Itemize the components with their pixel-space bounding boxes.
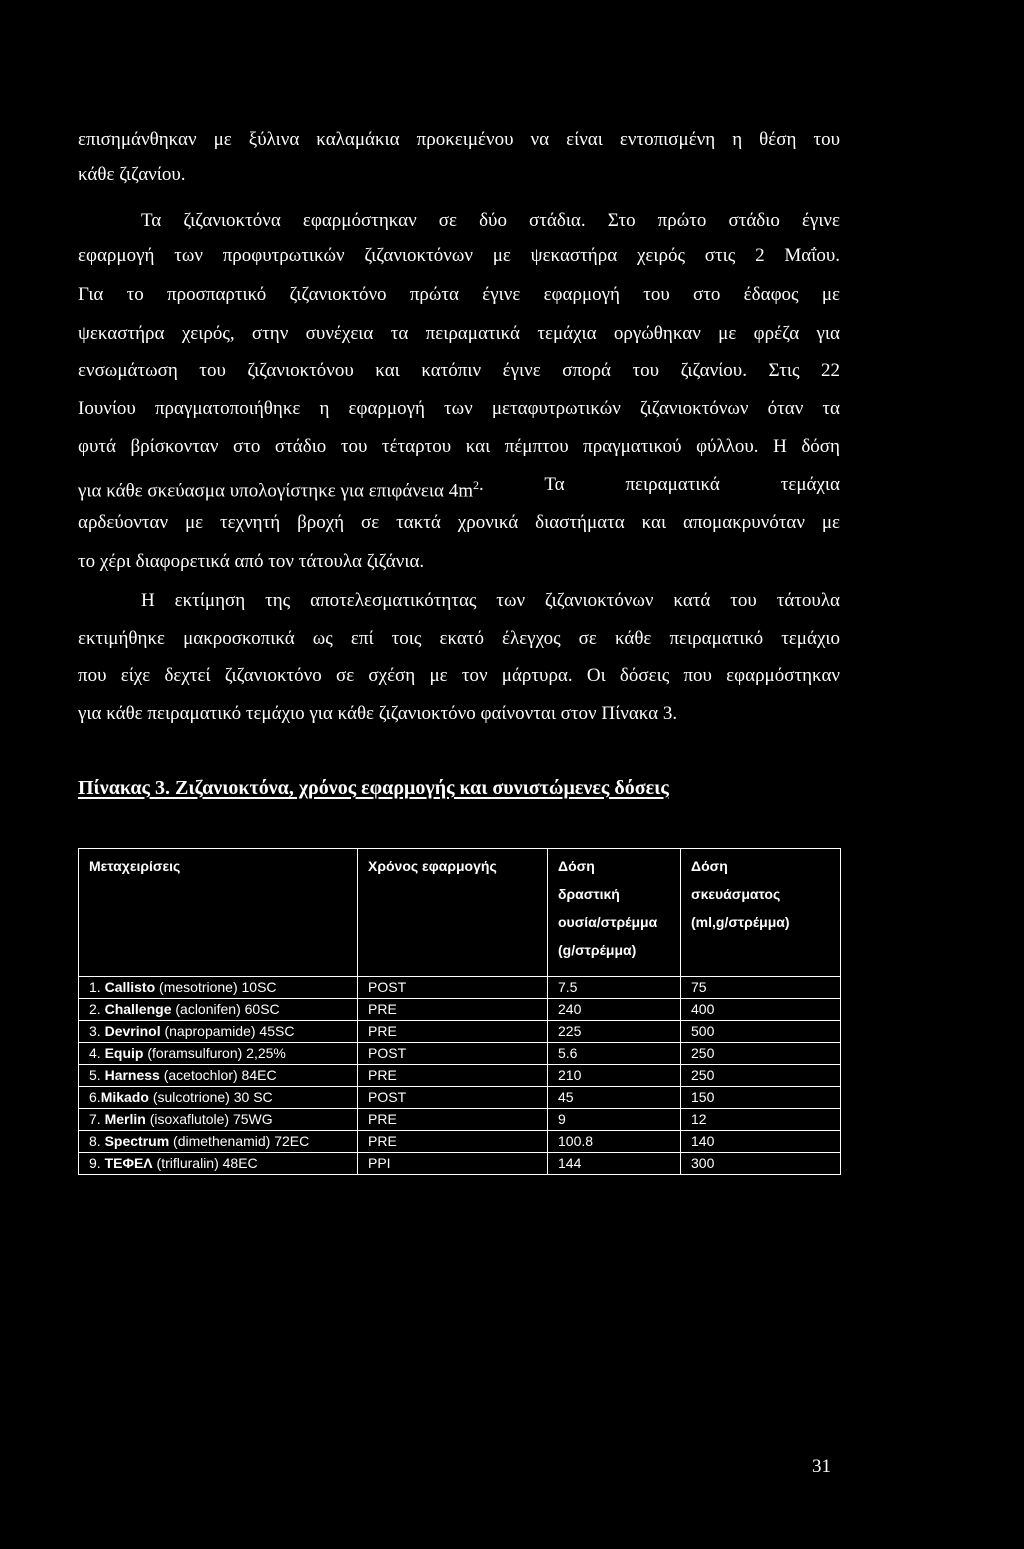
cell-treatment [79,977,358,999]
cell-treatment [79,1065,358,1087]
header-label: δραστική [558,886,620,902]
cell-dose_ai: 240 [558,1001,582,1017]
cell-dose-ai [548,1131,681,1153]
cell-rest: (trifluralin) 48EC [156,1155,258,1171]
header-label: (ml,g/στρέμμα) [691,914,790,930]
cell-treatment [79,1021,358,1043]
cell-treatment [79,1043,358,1065]
cell-dose-ai [548,1109,681,1131]
header-application-time [358,849,548,977]
text-line: ψεκαστήρα χειρός, στην συνέχεια τα πειραματικά τεμάχια οργώθηκαν με φρέζα για [78,323,840,344]
table-row [79,1153,841,1175]
cell-rest: (aclonifen) 60SC [175,1001,280,1017]
header-label: ουσία/στρέμμα [558,914,658,930]
cell-dose-ai [548,977,681,999]
cell-name: ΤΕΦΕΛ [104,1155,153,1171]
table-row [79,1087,841,1109]
cell-num: 1. [89,979,101,995]
cell-dose-product [681,1109,841,1131]
cell-treatment [79,999,358,1021]
cell-time: PRE [368,1067,397,1083]
cell-dose_ai: 225 [558,1023,582,1039]
cell-num: 5. [89,1067,101,1083]
cell-time: PRE [368,1111,397,1127]
cell-time: PPI [368,1155,391,1171]
cell-dose_product: 250 [691,1045,715,1061]
cell-dose_ai: 100.8 [558,1133,594,1149]
cell-treatment [79,1087,358,1109]
table-row [79,1021,841,1043]
text-line: εφαρμογή των προφυτρωτικών ζιζανιοκτόνων με ψεκαστήρα χειρός στις 2 Μαΐου. [78,245,840,266]
cell-dose-ai [548,1065,681,1087]
table-row [79,1109,841,1131]
cell-time [358,1043,548,1065]
cell-time [358,1131,548,1153]
cell-rest: (acetochlor) 84EC [163,1067,277,1083]
cell-name: Harness [104,1067,160,1083]
cell-dose-ai [548,1043,681,1065]
table-caption [78,777,669,800]
cell-time: POST [368,1045,407,1061]
text-line: που είχε δεχτεί ζιζανιοκτόνο σε σχέση με τον μάρτυρα. Οι δόσεις που εφαρμόστηκαν [78,665,840,686]
text-line: εκτιμήθηκε μακροσκοπικά ως επί τοις εκατό έλεγχος σε κάθε πειραματικό τεμάχιο [78,628,840,649]
cell-dose_ai: 144 [558,1155,582,1171]
cell-dose-product [681,977,841,999]
cell-dose-product [681,1043,841,1065]
cell-treatment [79,1109,358,1131]
cell-time: PRE [368,1001,397,1017]
header-label: (g/στρέμμα) [558,942,637,958]
text-line: Η εκτίμηση της αποτελεσματικότητας των ζιζανιοκτόνων κατά του τάτουλα [141,590,840,611]
cell-dose-ai [548,999,681,1021]
cell-num: 8. [89,1133,101,1149]
cell-dose-ai [548,1087,681,1109]
text-line: επισημάνθηκαν με ξύλινα καλαμάκια προκειμένου να είναι εντοπισμένη η θέση του [78,129,840,150]
table-header-row [79,849,841,977]
cell-dose-ai [548,1021,681,1043]
cell-time [358,999,548,1021]
text-line: φυτά βρίσκονταν στο στάδιο του τέταρτου και πέμπτου πραγματικού φύλλου. Η δόση [78,436,840,457]
cell-num: 6. [89,1089,101,1105]
cell-time [358,977,548,999]
cell-dose-product [681,1065,841,1087]
cell-time [358,1087,548,1109]
table-caption-label: Πίνακας 3. [78,777,170,799]
cell-time: POST [368,1089,407,1105]
text-line: το χέρι διαφορετικά από τον τάτουλα ζιζάνια. [78,551,425,572]
header-active-dose [548,849,681,977]
herbicide-table [78,848,841,1175]
cell-dose_product: 150 [691,1089,715,1105]
cell-num: 7. [89,1111,101,1127]
cell-dose-product [681,1153,841,1175]
text-line: Τα ζιζανιοκτόνα εφαρμόστηκαν σε δύο στάδια. Στο πρώτο στάδιο έγινε [141,210,840,231]
table-row [79,999,841,1021]
cell-dose_product: 75 [691,979,707,995]
text-line [78,474,840,502]
text-line: Ιουνίου πραγματοποιήθηκε η εφαρμογή των μεταφυτρωτικών ζιζανιοκτόνων όταν τα [78,398,840,419]
header-label: σκευάσματος [691,886,781,902]
text-segment [78,474,479,502]
table-row [79,1131,841,1153]
header-label: Μεταχειρίσεις [89,858,181,874]
cell-dose-product [681,999,841,1021]
cell-name: Challenge [104,1001,172,1017]
cell-num: 3. [89,1023,101,1039]
cell-time [358,1065,548,1087]
cell-dose-ai [548,1153,681,1175]
cell-num: 2. [89,1001,101,1017]
cell-num: 4. [89,1045,101,1061]
table-row [79,1043,841,1065]
cell-treatment [79,1131,358,1153]
cell-time: PRE [368,1133,397,1149]
cell-dose_product: 12 [691,1111,707,1127]
cell-time [358,1109,548,1131]
text-line: Για το προσπαρτικό ζιζανιοκτόνο πρώτα έγινε εφαρμογή του στο έδαφος με [78,284,840,305]
cell-name: Devrinol [104,1023,161,1039]
header-label: Δόση [691,858,728,874]
text-line: αρδεύονταν με τεχνητή βροχή σε τακτά χρονικά διαστήματα και απομακρυνόταν με [78,512,840,533]
text-line: ενσωμάτωση του ζιζανιοκτόνου και κατόπιν έγινε σπορά του ζιζανίου. Στις 22 [78,360,840,381]
header-label: Δόση [558,858,595,874]
cell-rest: (mesotrione) 10SC [159,979,277,995]
header-treatments [79,849,358,977]
cell-rest: (sulcotrione) 30 SC [152,1089,273,1105]
cell-name: Merlin [104,1111,146,1127]
text-line: για κάθε πειραματικό τεμάχιο για κάθε ζιζανιοκτόνο φαίνονται στον Πίνακα 3. [78,703,678,724]
cell-time [358,1021,548,1043]
page-number: 31 [812,1456,831,1477]
cell-dose_product: 500 [691,1023,715,1039]
table-row [79,977,841,999]
cell-dose-product [681,1087,841,1109]
cell-time [358,1153,548,1175]
cell-name: Spectrum [104,1133,170,1149]
cell-name: Mikado [100,1089,149,1105]
cell-time: PRE [368,1023,397,1039]
text-line: κάθε ζιζανίου. [78,164,186,185]
cell-dose_product: 250 [691,1067,715,1083]
cell-rest: (dimethenamid) 72EC [173,1133,310,1149]
cell-dose-product [681,1021,841,1043]
cell-treatment [79,1153,358,1175]
cell-num: 9. [89,1155,101,1171]
text-segment: . Τα πειραματικά τεμάχια [479,474,840,495]
cell-dose_ai: 5.6 [558,1045,578,1061]
cell-rest: (foramsulfuron) 2,25% [147,1045,286,1061]
header-label: Χρόνος εφαρμογής [368,858,497,874]
superscript: 2 [473,478,480,492]
cell-rest: (isoxaflutole) 75WG [149,1111,273,1127]
cell-dose_ai: 210 [558,1067,582,1083]
cell-rest: (napropamide) 45SC [164,1023,295,1039]
cell-dose_ai: 45 [558,1089,574,1105]
text-segment-main: για κάθε σκεύασμα υπολογίστηκε για επιφάνεια 4m [78,480,474,502]
cell-dose-product [681,1131,841,1153]
cell-dose_product: 300 [691,1155,715,1171]
cell-dose_product: 400 [691,1001,715,1017]
cell-dose_product: 140 [691,1133,715,1149]
cell-time: POST [368,979,407,995]
cell-name: Callisto [104,979,156,995]
cell-name: Equip [104,1045,144,1061]
header-product-dose [681,849,841,977]
table-row [79,1065,841,1087]
table-caption-text: Ζιζανιοκτόνα, χρόνος εφαρμογής και συνιστώμενες δόσεις [174,777,669,799]
cell-dose_ai: 9 [558,1111,566,1127]
cell-dose_ai: 7.5 [558,979,578,995]
